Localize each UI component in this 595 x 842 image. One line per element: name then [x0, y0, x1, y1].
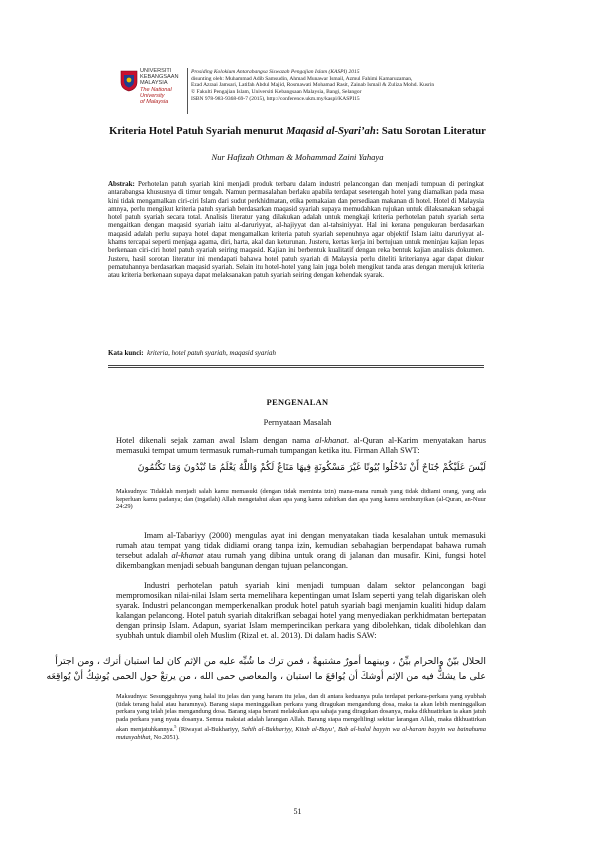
paper-authors: Nur Hafizah Othman & Mohammad Zaini Yahaya [211, 152, 384, 162]
university-crest-icon [120, 70, 138, 92]
university-subtitle-1: The National University [140, 86, 172, 99]
isbn-line: ISBN 978-983-9368-69-7 (2015), http://conference.ukm.my/kaspi/KASPI15 [191, 95, 360, 102]
university-subtitle-2: of Malaysia [140, 99, 169, 106]
title-italic: Maqasid al-Syari’ah [285, 126, 376, 137]
title-part-1: Kriteria Hotel Patuh Syariah menurut [109, 126, 286, 137]
subsection-heading: Pernyataan Masalah [263, 418, 332, 427]
paragraph-industry [116, 581, 486, 640]
keywords-text: kriteria, hotel patuh syariah, maqasid syariah [147, 349, 277, 357]
para1-text-b: . al-Quran al-Karim menyatakan harus memasuki tempat umum termasuk rumah-rumah tumpangan ketika itu. Firman Allah SWT: [116, 436, 486, 455]
university-name-line-3: MALAYSIA [140, 80, 168, 87]
proceedings-title: Prosiding Kolokium Antarabangsa Siswazah Pengajian Islam (KASPI) 2015 [191, 69, 360, 75]
editors-line-1: disunting oleh: Muhammad Adib Samsudin, Ahmad Munawar Ismail, Azmul Fahimi Kamaruzaman, [191, 75, 413, 82]
separator-rule [108, 365, 484, 366]
paper-title [0, 126, 595, 137]
page-number: 51 [293, 807, 302, 816]
publication-info [191, 69, 491, 103]
arabic-verse: لَيْسَ عَلَيْكُمْ جُنَاحٌ أَنْ تَدْخُلُوا بُيُوتًا غَيْرَ مَسْكُونَةٍ فِيهَا مَتَاعٌ لَكُمْ وَاللَّهُ يَعْلَمُ مَا تُبْدُونَ وَمَا تَكْتُمُونَ [137, 462, 486, 473]
section-heading: PENGENALAN [266, 398, 329, 407]
arabic-hadith-line-1: الحلال بيّنٌ والحرام بيِّنٌ ، وبينهما أمورٌ مشتبهةٌ ، فمن ترك ما شُبِّه عليه من الإثم كان لما استبان أترك ، ومن اجترأ [55, 656, 486, 667]
hadith-translation-text: Maksudnya: Sesungguhnya yang halal itu jelas dan yang haram itu jelas, dan di antara keduanya pula terdapat perkara-perkara yang syubhah (tidak terang halal atau haramnya). Barang siapa meninggalkan perkara yang diragukan mengandung dosa, maka ia akan lebih meninggalkan perkara yang telah jelas mengandung dosa. Barang siapa berani melakukan apa sahaja yang diragukan dosanya, maka dikhuatirkan ia akan jatuh pada perkara yang nyata dosanya. Semua maksiat adalah larangan Allah. Barang siapa mengelilingi sekitar larangan Allah, maka dikhuatirkan akan menjatuhkannya. [116, 693, 486, 734]
hadith-reference-end: No.2051). [152, 734, 180, 742]
hadith-reference: (Riwayat al-Bukhariyy, [178, 726, 242, 734]
para1-text-a: Hotel dikenali sejak zaman awal Islam dengan nama [116, 436, 316, 445]
editors-line-2: Ezad Azraai Jamsari, Latifah Abdul Majid, Rosmawati Mohamad Rasit, Zainab Ismail & Zuliza Mohd. Kusrin [191, 82, 435, 89]
keywords-label: Kata kunci: [108, 349, 144, 357]
para2-text-b: atau rumah yang dibina untuk orang di jalanan dan musafir. Kini, fungsi hotel dikembangkan menjadi sebuah bangunan dengan tujuan pelancongan. [116, 550, 487, 570]
keywords [108, 349, 484, 357]
verse-translation: Maksudnya: Tidaklah menjadi salah kamu memasuki (dengan tidak meminta izin) mana-mana rumah yang tidak didiami orang, yang ada keperluan kamu padanya; dan (ingatlah) Allah mengetahui akan apa yang kamu zahirkan dan apa yang kamu sembunyikan (al-Quran, an-Nuur 24:29) [116, 488, 486, 511]
hadith-translation [116, 693, 486, 742]
separator-rule-thin [108, 367, 484, 368]
para1-italic: al-khanat [315, 436, 347, 445]
arabic-hadith-line-2: على ما يشكُّ فيه من الإثم أوشكَ أن يُواقعَ ما استبان ، والمعاصي حمى الله ، من يرتعْ حول الحمى يُوشِكُ أنْ يُواقِعَه [46, 671, 486, 682]
university-name-line-1: UNIVERSITI [140, 68, 172, 74]
footnote-mark: 5 [174, 724, 177, 730]
abstract [108, 180, 484, 280]
title-part-2: : Satu Sorotan Literatur [375, 126, 486, 137]
university-logo [120, 68, 186, 114]
paragraph-intro [116, 436, 486, 456]
copyright-line: © Fakulti Pengajian Islam, Universiti Kebangsaan Malaysia, Bangi, Selangor [191, 89, 362, 96]
para2-italic: al-khanat [171, 550, 204, 560]
paragraph-tabariyy [116, 531, 486, 571]
para2-text-a: Imam al-Tabariyy (2000) mengulas ayat ini dengan menyatakan tiada kesalahan untuk memasuki rumah atau tempat yang tidak didiami orang tanpa izin, kemudian sebahagian berpendapat bahawa rumah tersebut adalah [116, 531, 486, 560]
hadith-reference-italic: Sahih al-Bukhariyy, Kitab al-Buyu’, Bab al-halal bayyin wa al-haram bayyin wa bainahuma mutasyabihat, [116, 726, 486, 742]
para3-text: Industri perhotelan patuh syariah kini menjadi tumpuan dalam sektor pelancongan bagi mempromosikan nilai-nilai Islam serta memelihara kepentingan umat Islam seperti yang telah digariskan oleh syarak. Industri pelancongan memperkenalkan produk hotel patuh syariah bagi menjamin kualiti hidup dalam kalangan pelancong. Hotel patuh syariah ditakrifkan sebagai hotel yang menyediakan perkhidmatan bertepatan dengan prinsip Islam. Adapun, syariat Islam memperincikan perkara yang dibolehkan, tidak dibolehkan dan syubhah untuk diambil oleh Muslim (Rizal et. al. 2013). Di dalam hadis SAW: [116, 581, 486, 640]
university-name-line-2: KEBANGSAAN [140, 74, 179, 81]
abstract-label: Abstrak: [108, 180, 135, 188]
header-divider [187, 68, 188, 114]
abstract-text: Perhotelan patuh syariah kini menjadi produk terbaru dalam industri pelancongan dan menjadi tumpuan di peringkat antarabangsa khususnya di timur tengah. Namun permasalahan berlaku apabila terdapat sesetengah hotel yang diamalkan pada masa kini tidak mengamalkan ciri-ciri Islam dari sudut perkhidmatan, etika pemakaian dan persediaan makanan di hotel. Hotel di Malaysia amnya, perlu mengikut kriteria patuh syariah berdasarkan maqasid syariah supaya memudahkan rujukan untuk dilaksanakan sebagai hotel patuh syariah secara total. Analisis literatur yang dilakukan adalah untuk mengkaji kriteria perhotelan patuh syariah serta mengaitkan dengan maqasid syariah iaitu al-daruriyyat, al-hajiyyat dan al-tahsiniyyat. Hal ini kerana pengukuran berdasarkan maqasid adalah perlu supaya hotel dapat mengamalkan kriteria patuh syariah sepenuhnya agar objektif Islam iaitu daruriyyat al-khams tercapai seperti menjaga agama, diri, harta, akal dan keturunan. Justeru, kertas kerja ini bertujuan untuk meninjau kajian lepas berkenaan ciri-ciri hotel patuh syariah seiring maqasid. Kajian ini berbentuk kualitatif dengan reka bentuk kajian analisis dokumen. Justeru, hasil sorotan literatur ini mendapati bahawa hotel patuh syariah di Malaysia perlu diteliti kriterianya agar dapat diukur pematuhannya berdasarkan maqasid syariah. Selain itu hotel-hotel yang lain juga boleh mengikut tanda aras dengan merujuk kriteria atau kriteria berkenaan supaya dapat melaksanakan patuh syariah seiring dengan kehendak syarak. [108, 180, 485, 280]
